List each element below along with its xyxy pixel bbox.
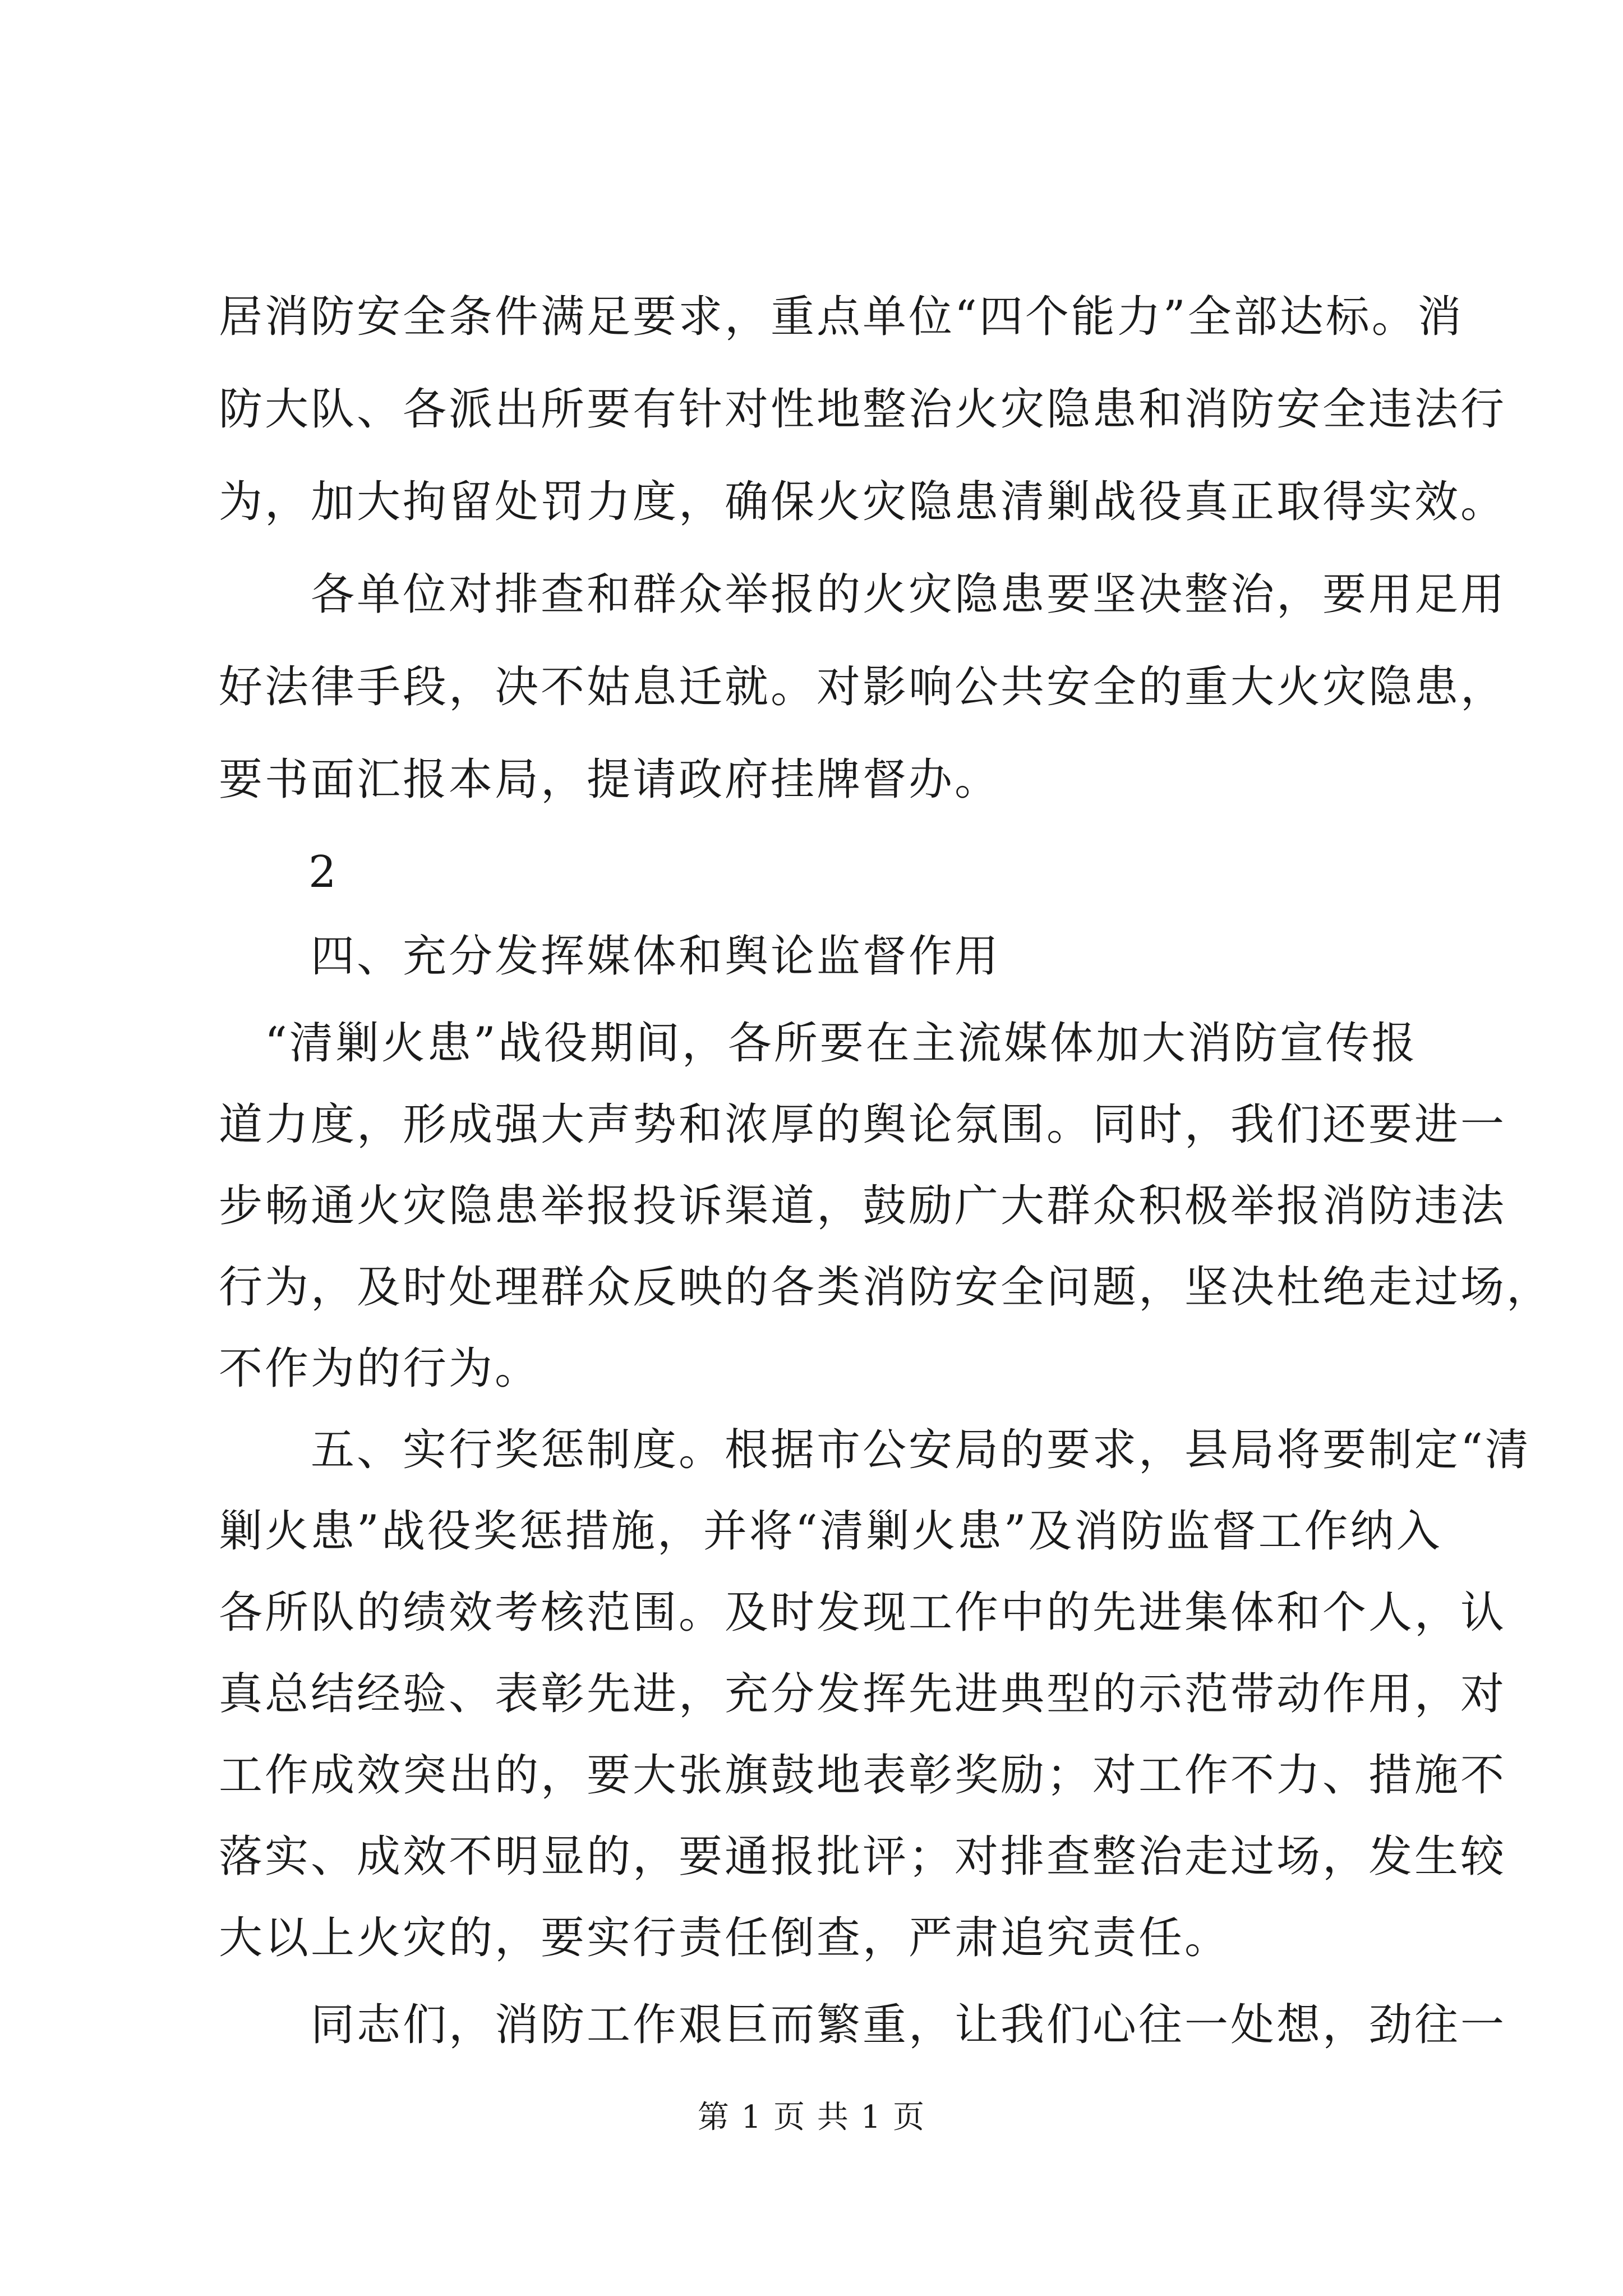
inline-page-number: 2 [308, 847, 336, 898]
page-footer: 第 1 页 共 1 页 [697, 2099, 926, 2136]
body-line: 道力度，形成强大声势和浓厚的舆论氛围。同时，我们还要进一 [219, 1099, 1507, 1150]
body-line: 居消防安全条件满足要求，重点单位“四个能力”全部达标。消 [219, 292, 1464, 342]
body-line: 大以上火灾的，要实行责任倒查，严肃追究责任。 [219, 1913, 1231, 1963]
body-line: 剿火患”战役奖惩措施，并将“清剿火患”及消防监督工作纳入 [219, 1506, 1442, 1557]
body-line: 真总结经验、表彰先进，充分发挥先进典型的示范带动作用，对 [219, 1669, 1507, 1719]
body-line: 为，加大拘留处罚力度，确保火灾隐患清剿战役真正取得实效。 [219, 477, 1507, 527]
body-line: 行为，及时处理群众反映的各类消防安全问题，坚决杜绝走过场， [219, 1262, 1553, 1313]
body-line: 要书面汇报本局，提请政府挂牌督办。 [219, 754, 1001, 805]
body-line: 落实、成效不明显的，要通报批评；对排查整治走过场，发生较 [219, 1832, 1507, 1882]
body-line: 防大队、各派出所要有针对性地整治火灾隐患和消防安全违法行 [219, 384, 1507, 435]
body-line: 工作成效突出的，要大张旗鼓地表彰奖励；对工作不力、措施不 [219, 1750, 1507, 1801]
body-line: 五、实行奖惩制度。根据市公安局的要求，县局将要制定“清 [219, 1425, 1531, 1475]
body-line: 不作为的行为。 [219, 1343, 541, 1394]
section-heading: 四、充分发挥媒体和舆论监督作用 [219, 931, 1001, 982]
body-line: 好法律手段，决不姑息迁就。对影响公共安全的重大火灾隐患， [219, 662, 1507, 712]
body-line: 步畅通火灾隐患举报投诉渠道，鼓励广大群众积极举报消防违法 [219, 1181, 1507, 1231]
body-line: “清剿火患”战役期间，各所要在主流媒体加大消防宣传报 [219, 1018, 1418, 1069]
body-line: 各单位对排查和群众举报的火灾隐患要坚决整治，要用足用 [219, 569, 1507, 620]
body-line: 同志们，消防工作艰巨而繁重，让我们心往一处想，劲往一 [219, 2000, 1507, 2050]
body-line: 各所队的绩效考核范围。及时发现工作中的先进集体和个人，认 [219, 1588, 1507, 1638]
